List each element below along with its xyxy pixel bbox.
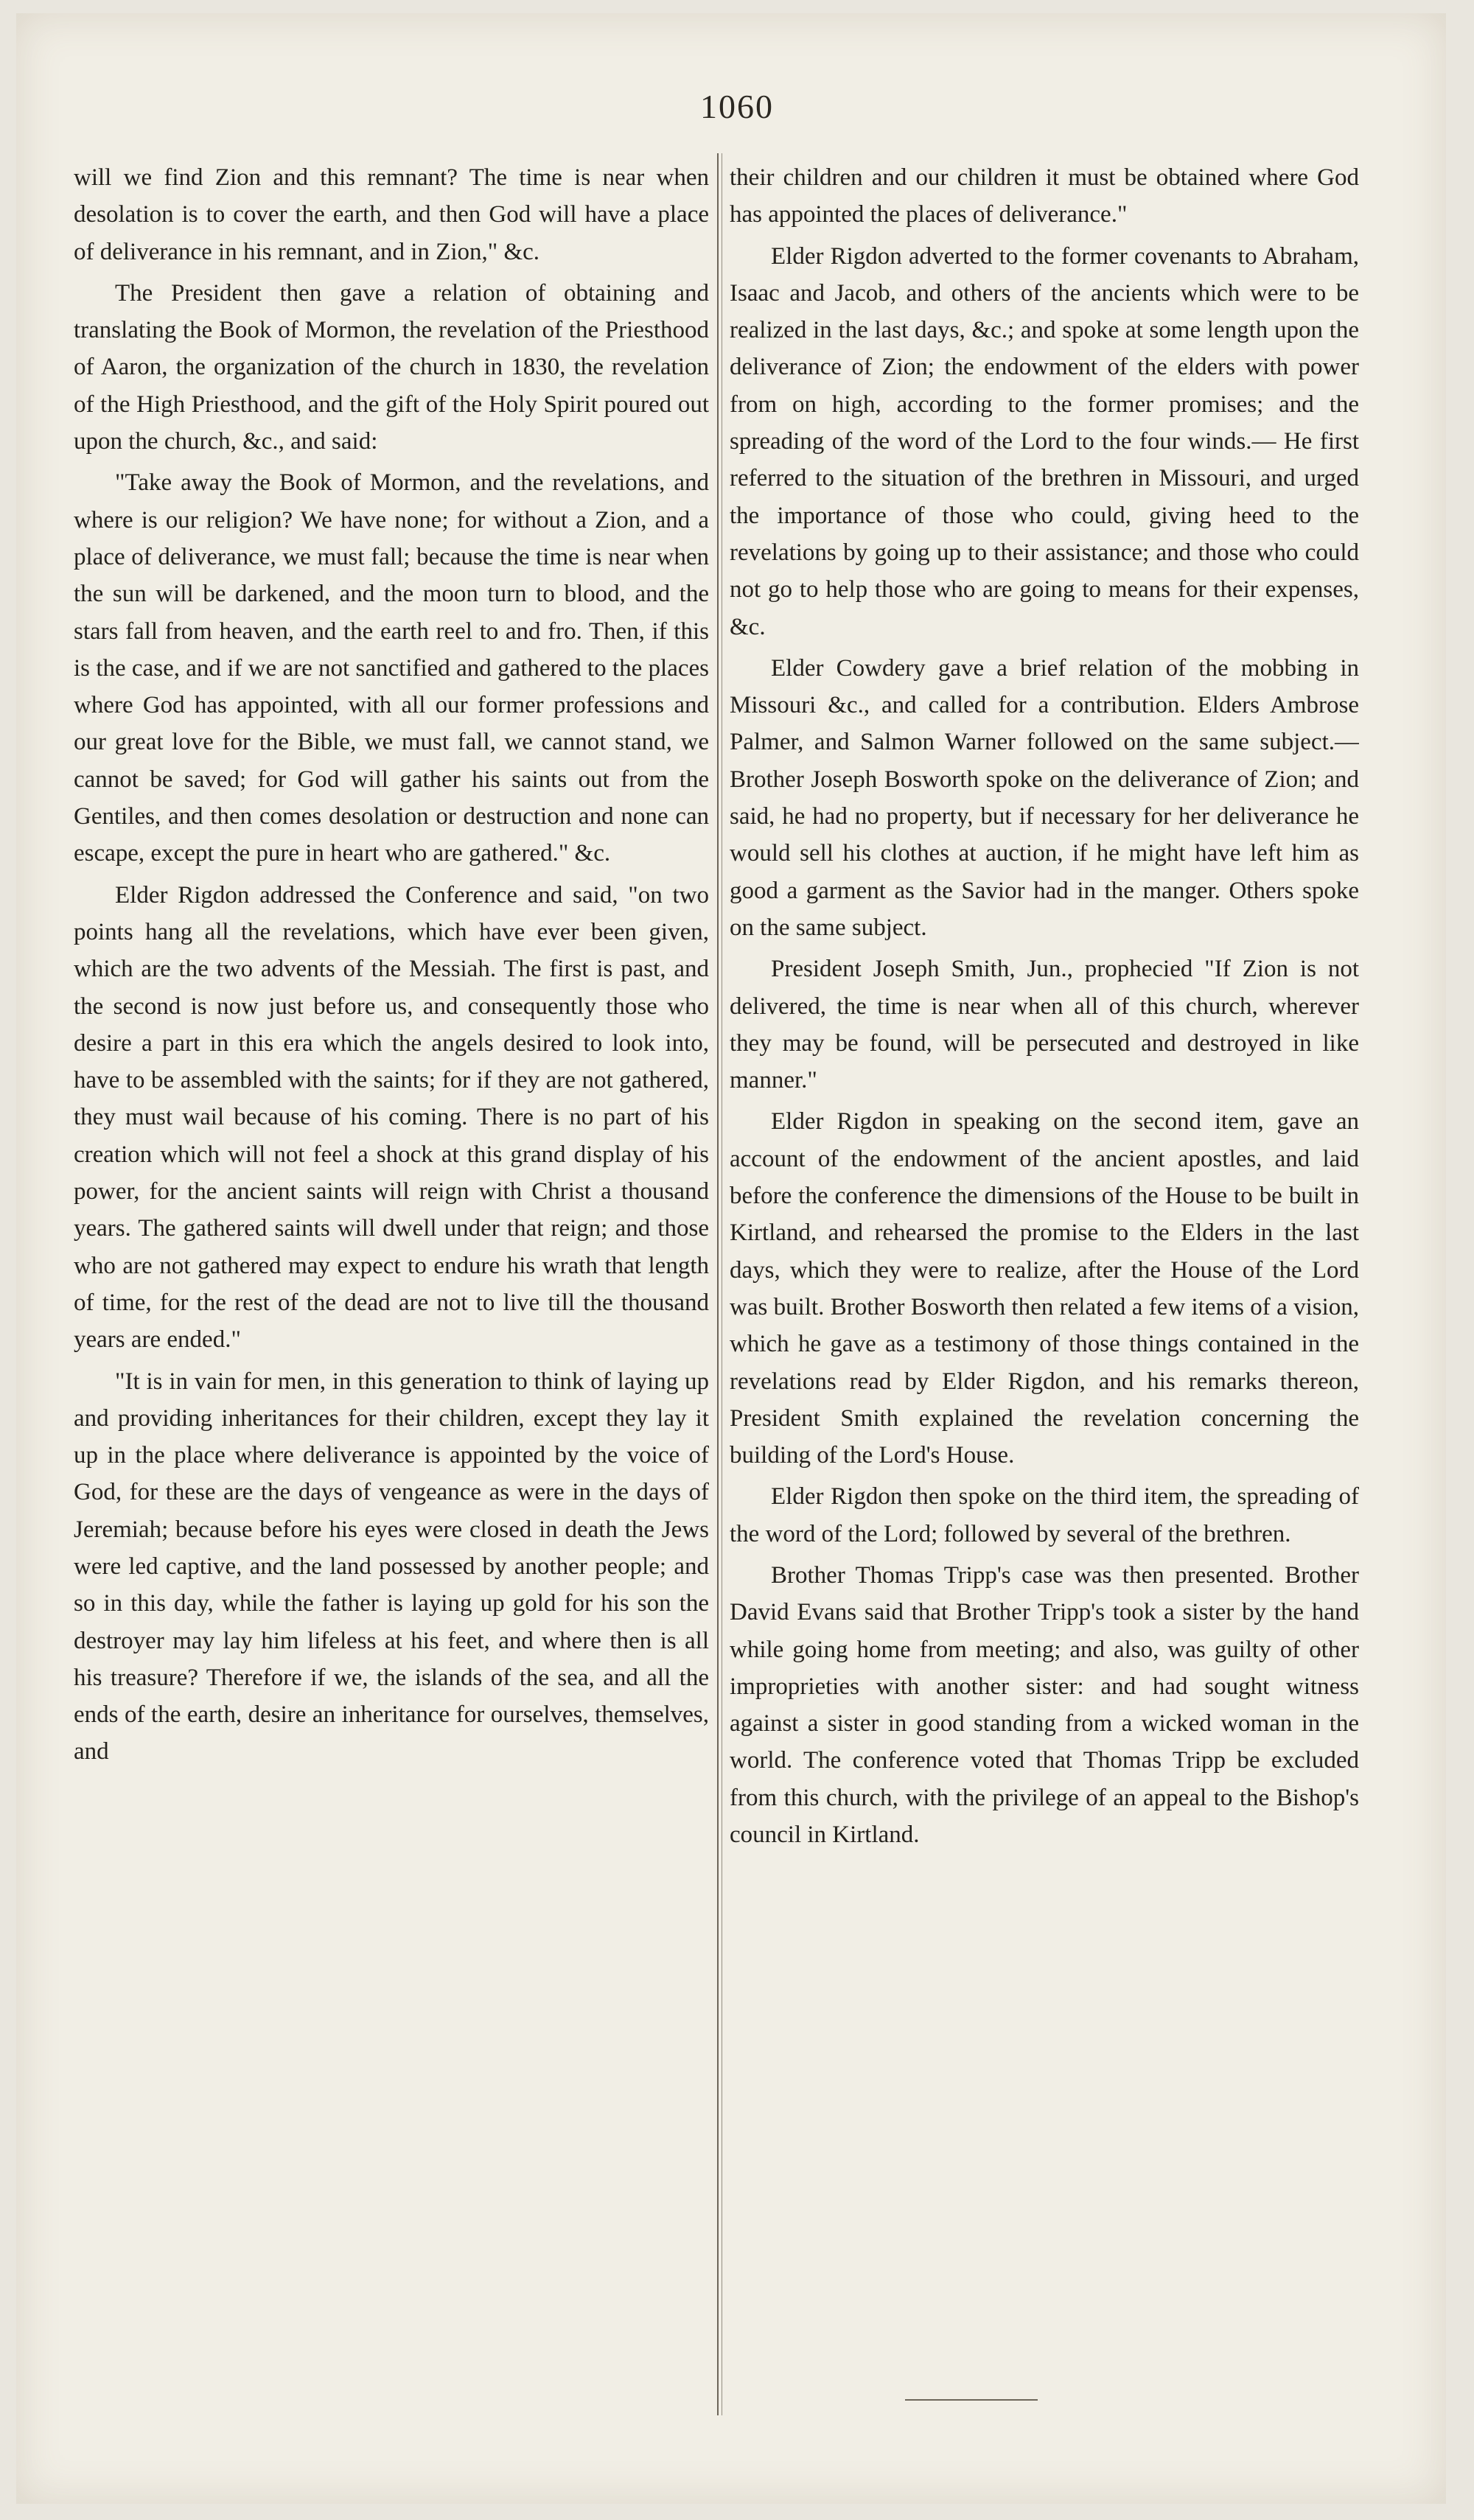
right-paragraph-1: their children and our children it must be obtained where God has appointed the places of deliverance."	[730, 164, 1359, 228]
left-paragraph-4: Elder Rigdon addressed the Conference and said, "on two points hang all the revelations, which have ever been given, which are the two advents of the Messiah. The first is past, and the second is now just before us, and consequently those who desire a part in this era which the angels desired to look into, have to be assembled with the saints; for if they are not gathered, they must wail because of his coming. There is no part of his creation which will not feel a shock at this grand display of his power, for the ancient saints will reign with Christ a thousand years. The gathered saints will dwell under that reign; and those who are not gathered may expect to endure his wrath that length of time, for the rest of the dead are not to live till the thousand years are ended."	[74, 881, 709, 1354]
right-paragraph-4: President Joseph Smith, Jun., prophecied "If Zion is not delivered, the time is near when all of this church, wherever they may be found, will be persecuted and destroyed in like manner."	[730, 956, 1359, 1094]
right-column	[730, 159, 1359, 2414]
left-paragraph-5: "It is in vain for men, in this generation to think of laying up and providing inheritances for their children, except they lay it up in the place where deliverance is appointed by the voice of God, for these are the days of vengeance as were in the days of Jeremiah; because before his eyes were closed in death the Jews were led captive, and the land possessed by another people; and so in this day, while the father is laying up gold for his son the destroyer may lay him lifeless at his feet, and where then is all his treasure? Therefore if we, the islands of the sea, and all the ends of the earth, desire an inheritance for ourselves, themselves, and	[74, 1368, 709, 1765]
right-paragraph-6: Elder Rigdon then spoke on the third item, the spreading of the word of the Lord; followed by several of the brethren.	[730, 1483, 1359, 1547]
left-paragraph-2: The President then gave a relation of obtaining and translating the Book of Mormon, the revelation of the Priesthood of Aaron, the organization of the church in 1830, the revelation of the High Priesthood, and the gift of the Holy Spirit poured out upon the church, &c., and said:	[74, 279, 709, 455]
right-paragraph-3: Elder Cowdery gave a brief relation of the mobbing in Missouri &c., and called for a contribution. Elders Ambrose Palmer, and Salmon Warner followed on the same subject.— Brother Joseph Bosworth spoke on the deliverance of Zion; and said, he had no property, but if necessary for her deliverance he would sell his clothes at auction, if he might have left him as good a garment as the Savior had in the manger. Others spoke on the same subject.	[730, 654, 1359, 941]
right-paragraph-7: Brother Thomas Tripp's case was then presented. Brother David Evans said that Brother Tripp's took a sister by the hand while going home from meeting; and also, was guilty of other improprieties with another sister: and had sought witness against a sister in good standing from a wicked woman in the world. The conference voted that Thomas Tripp be excluded from this church, with the privilege of an appeal to the Bishop's council in Kirtland.	[730, 1561, 1359, 1849]
end-rule	[905, 2399, 1038, 2401]
right-paragraph-5: Elder Rigdon in speaking on the second item, gave an account of the endowment of the ancient apostles, and laid before the conference the dimensions of the House to be built in Kirtland, and rehearsed the promise to the Elders in the last days, which they were to realize, after the House of the Lord was built. Brother Bosworth then related a few items of a vision, which he gave as a testimony of those things contained in the revelations read by Elder Rigdon, and his remarks thereon, President Smith explained the revelation concerning the building of the Lord's House.	[730, 1108, 1359, 1469]
left-paragraph-3: "Take away the Book of Mormon, and the revelations, and where is our religion? We have none; for without a Zion, and a place of deliverance, we must fall; because the time is near when the sun will be darkened, and the moon turn to blood, and the stars fall from heaven, and the earth reel to and fro. Then, if this is the case, and if we are not sanctified and gathered to the places where God has appointed, with all our former professions and our great love for the Bible, we must fall, we cannot stand, we cannot be saved; for God will gather his saints out from the Gentiles, and then comes desolation or destruction and none can escape, except the pure in heart who are gathered." &c.	[74, 469, 709, 867]
left-paragraph-1: will we find Zion and this remnant? The time is near when desolation is to cover the earth, and then God will have a place of deliverance in his remnant, and in Zion," &c.	[74, 164, 709, 265]
column-divider	[717, 153, 719, 2415]
page-number: 1060	[700, 88, 774, 125]
right-paragraph-2: Elder Rigdon adverted to the former covenants to Abraham, Isaac and Jacob, and others of the ancients which were to be realized in the last days, &c.; and spoke at some length upon the deliverance of Zion; the endowment of the elders with power from on high, according to the former promises; and the spreading of the word of the Lord to the four winds.— He first referred to the situation of the brethren in Missouri, and urged the importance of those who could, giving heed to the revelations by going up to their assistance; and those who could not go to help those who are going to means for their expenses, &c.	[730, 242, 1359, 640]
left-column	[74, 159, 709, 2414]
